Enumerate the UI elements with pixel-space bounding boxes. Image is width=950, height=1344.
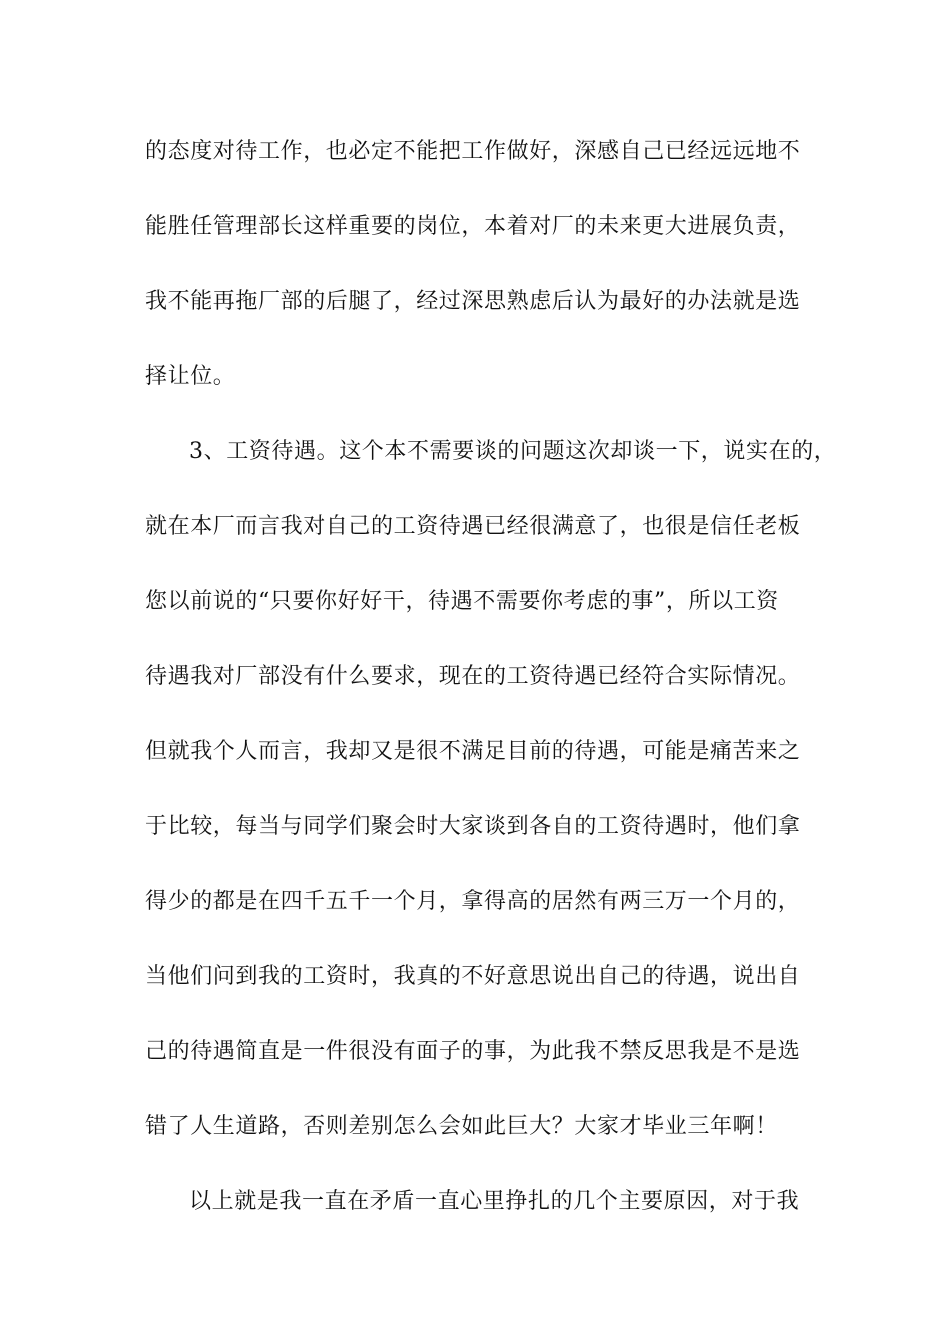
paragraph-line: 择让位。 — [145, 364, 236, 389]
paragraph-first-line: 3、工资待遇。这个本不需要谈的问题这次却谈一下，说实在的， — [189, 439, 837, 464]
paragraph-line: 错了人生道路，否则差别怎么会如此巨大？大家才毕业三年啊！ — [145, 1114, 778, 1139]
paragraph-line: 当他们问到我的工资时，我真的不好意思说出自己的待遇，说出自 — [145, 964, 801, 989]
paragraph-line: 能胜任管理部长这样重要的岗位，本着对厂的未来更大进展负责， — [145, 214, 801, 239]
paragraph-line: 于比较，每当与同学们聚会时大家谈到各自的工资待遇时，他们拿 — [145, 814, 801, 839]
paragraph-first-line: 以上就是我一直在矛盾一直心里挣扎的几个主要原因，对于我 — [189, 1189, 800, 1214]
paragraph-line: 得少的都是在四千五千一个月，拿得高的居然有两三万一个月的， — [145, 889, 801, 914]
paragraph-line: 就在本厂而言我对自己的工资待遇已经很满意了，也很是信任老板 — [145, 514, 801, 539]
paragraph-line: 己的待遇简直是一件很没有面子的事，为此我不禁反思我是不是选 — [145, 1039, 801, 1064]
paragraph-line: 的态度对待工作，也必定不能把工作做好，深感自己已经远远地不 — [145, 139, 801, 164]
paragraph-line: 待遇我对厂部没有什么要求，现在的工资待遇已经符合实际情况。 — [145, 664, 801, 689]
paragraph-line: 但就我个人而言，我却又是很不满足目前的待遇，可能是痛苦来之 — [145, 739, 801, 764]
paragraph-line: 您以前说的“只要你好好干，待遇不需要你考虑的事”，所以工资 — [145, 589, 779, 614]
paragraph-line: 我不能再拖厂部的后腿了，经过深思熟虑后认为最好的办法就是选 — [145, 289, 801, 314]
